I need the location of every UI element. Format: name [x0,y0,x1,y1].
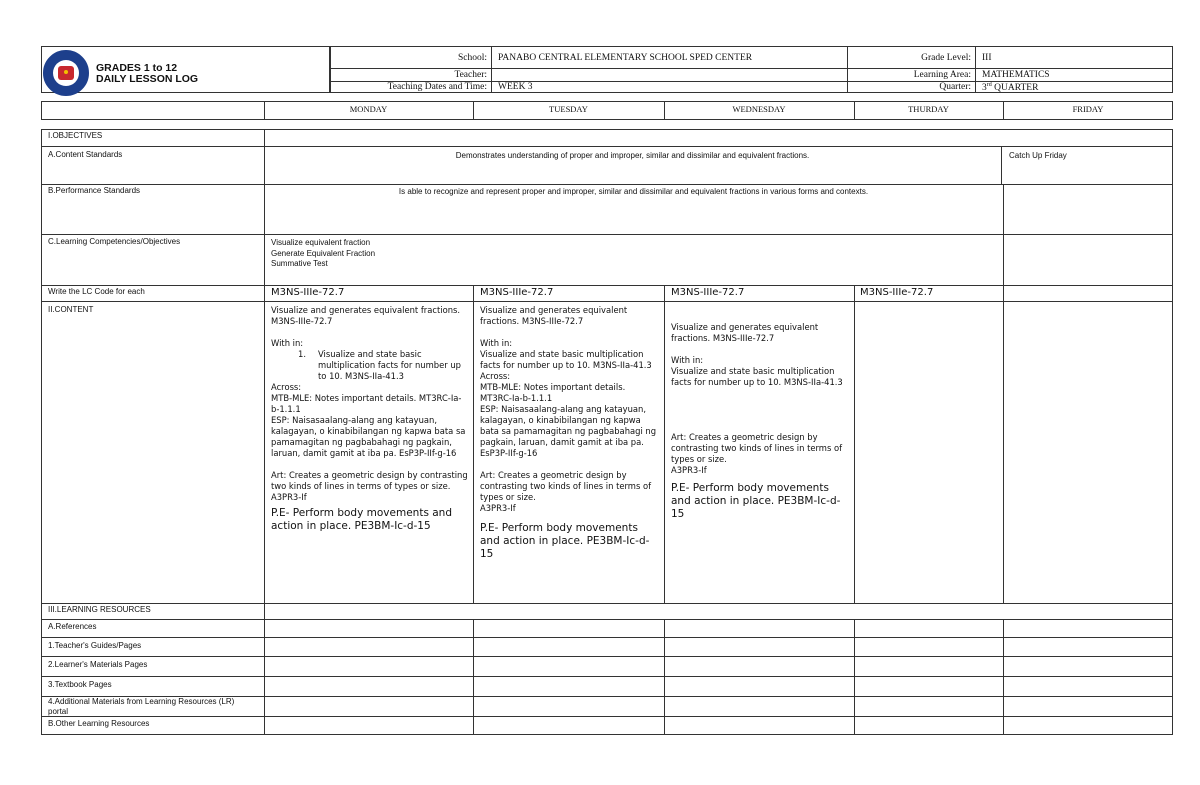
friday-note: Catch Up Friday [1009,151,1067,160]
row-objectives: I.OBJECTIVES [48,131,103,140]
teacher-label: Teacher: [454,70,487,80]
lc-code-wednesday: M3NS-IIIe-72.7 [671,287,745,298]
competency-item: Visualize equivalent fraction [271,238,371,247]
competencies-list [271,238,375,270]
form-title-line1: GRADES 1 to 12 [96,62,178,74]
learning-area-value: MATHEMATICS [982,70,1050,80]
school-label: School: [457,53,487,63]
deped-seal-icon [43,50,89,96]
dates-value: WEEK 3 [498,82,533,92]
day-tuesday: TUESDAY [549,104,588,114]
grade-level-label: Grade Level: [921,53,971,63]
row-other-resources: B.Other Learning Resources [48,719,150,728]
lc-code-tuesday: M3NS-IIIe-72.7 [480,287,554,298]
day-monday: MONDAY [349,104,388,114]
grade-level-value: III [982,53,992,63]
row-content: II.CONTENT [48,305,94,314]
row-textbook: 3.Textbook Pages [48,680,112,689]
row-performance-standards: B.Performance Standards [48,186,141,195]
school-value: PANABO CENTRAL ELEMENTARY SCHOOL SPED CENTER [498,53,753,63]
row-learning-resources: III.LEARNING RESOURCES [48,605,151,614]
lc-code-thursday: M3NS-IIIe-72.7 [860,287,934,298]
row-references: A.References [48,622,97,631]
row-lc-code: Write the LC Code for each [48,287,145,296]
day-friday: FRIDAY [1072,104,1104,114]
day-thursday: THURDAY [908,104,949,114]
row-additional-materials: 4.Additional Materials from Learning Resources (LR) portal [48,697,235,716]
lc-code-monday: M3NS-IIIe-72.7 [271,287,345,298]
day-wednesday: WEDNESDAY [732,104,786,114]
quarter-value: 3rd QUARTER [982,82,1039,94]
performance-standards-text: Is able to recognize and represent proper and improper, similar and dissimilar and equivalent fractions in various forms and contexts. [398,187,869,196]
row-content-standards: A.Content Standards [48,150,123,159]
content-standards-text: Demonstrates understanding of proper and improper, similar and dissimilar and equivalent fractions. [455,151,810,160]
competency-item: Summative Test [271,259,328,268]
competency-item: Generate Equivalent Fraction [271,248,376,258]
content-wednesday: Visualize and generates equivalent fractions. M3NS-IIIe-72.7 With in: Visualize and state basic multiplication facts for number up to 10. M3NS-IIa-41.3 Art: Creates a geometric design by contrasting two kinds of lines in terms of types or size. A3PR3-If P.E- Perform body movements and action in place. PE3BM-Ic-d- 15 [671,322,843,520]
dates-label: Teaching Dates and Time: [387,82,487,92]
learning-area-label: Learning Area: [913,70,971,80]
row-learners-materials: 2.Learner's Materials Pages [48,660,148,669]
content-tuesday: Visualize and generates equivalent fractions. M3NS-IIIe-72.7 With in: Visualize and state basic multiplication facts for number up to 10. M3NS-IIa-41.3 Across: MTB-MLE: Notes important details. MT3RC-Ia-b-1.1.1 ESP: Naisasaalang-alang ang katayuan, kalagayan, o kinabibilangan ng kapwa bata sa pamamagitan ng pagbabahagi ng pagkain, laruan, damit gamit at iba pa. EsP3P-IIf-g-16 Art: Creates a geometric design by contrasting two kinds of lines in terms of types or size. A3PR3-If P.E- Perform body movements and action in place. PE3BM-Ic-d- 15 [480,305,657,560]
row-competencies: C.Learning Competencies/Objectives [48,237,181,246]
quarter-label: Quarter: [939,82,971,92]
content-monday: Visualize and generates equivalent fractions. M3NS-IIIe-72.7 With in: 1. Visualize and state basic multiplication facts for number up to 10. M3NS-IIa-41.3 Across: MTB-MLE: Notes important details. MT3RC-Ia- b-1.1.1 ESP: Naisasaalang-alang ang katayuan, kalagayan, o kinabibilangan ng kapwa bata sa pamamagitan ng pagbabahagi ng pagkain, laruan, damit gamit at iba pa. EsP3P-IIf-g-16 Art: Creates a geometric design by contrasting two kinds of lines in terms of types or size. A3PR3-If P.E- Perform body movements and action in place. PE3BM-Ic-d-15 [271,305,468,532]
form-title-line2: DAILY LESSON LOG [96,73,199,85]
row-teachers-guides: 1.Teacher's Guides/Pages [48,641,142,650]
